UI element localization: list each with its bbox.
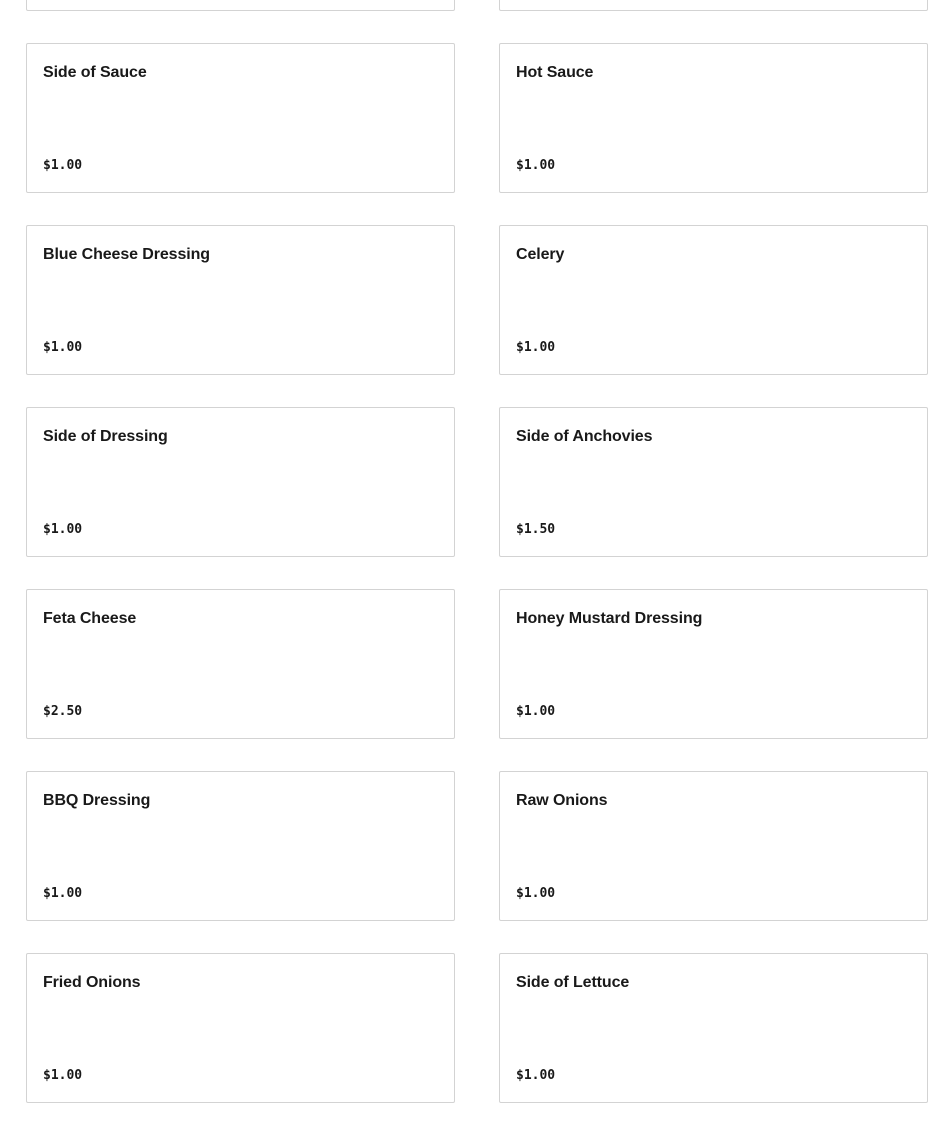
menu-item-card[interactable] — [26, 589, 455, 739]
menu-item-price: $1.00 — [43, 886, 83, 901]
menu-item-card[interactable] — [26, 0, 455, 11]
menu-item-card[interactable] — [499, 0, 928, 11]
menu-item-price: $1.00 — [43, 522, 83, 537]
menu-item-card[interactable] — [499, 225, 928, 375]
menu-item-price: $1.00 — [516, 158, 556, 173]
menu-item-price: $2.50 — [43, 704, 83, 719]
menu-item-name: Hot Sauce — [516, 64, 594, 81]
menu-item-name: Fried Onions — [43, 974, 141, 991]
menu-item-price: $1.00 — [516, 886, 556, 901]
menu-item-price: $1.00 — [43, 1068, 83, 1083]
menu-item-card[interactable] — [26, 225, 455, 375]
menu-item-name: Honey Mustard Dressing — [516, 610, 703, 627]
menu-item-card[interactable] — [26, 953, 455, 1103]
menu-item-name: Raw Onions — [516, 792, 608, 809]
menu-item-price: $1.00 — [43, 340, 83, 355]
menu-item-name: Side of Lettuce — [516, 974, 630, 991]
menu-item-price: $1.00 — [516, 1068, 556, 1083]
menu-item-card[interactable] — [499, 771, 928, 921]
menu-item-card[interactable] — [26, 43, 455, 193]
menu-item-card[interactable] — [499, 407, 928, 557]
menu-items-grid — [26, 0, 928, 1103]
menu-item-price: $1.00 — [43, 158, 83, 173]
menu-item-price: $1.00 — [516, 340, 556, 355]
menu-item-name: Blue Cheese Dressing — [43, 246, 210, 263]
menu-item-card[interactable] — [26, 407, 455, 557]
menu-item-card[interactable] — [499, 953, 928, 1103]
menu-item-card[interactable] — [26, 771, 455, 921]
menu-item-card[interactable] — [499, 589, 928, 739]
menu-item-name: Celery — [516, 246, 565, 263]
menu-item-price: $1.50 — [516, 522, 556, 537]
menu-item-name: Side of Anchovies — [516, 428, 653, 445]
menu-item-name: Feta Cheese — [43, 610, 137, 627]
menu-item-name: Side of Dressing — [43, 428, 168, 445]
menu-item-card[interactable] — [499, 43, 928, 193]
menu-item-price: $1.00 — [516, 704, 556, 719]
menu-item-name: BBQ Dressing — [43, 792, 151, 809]
menu-item-name: Side of Sauce — [43, 64, 147, 81]
